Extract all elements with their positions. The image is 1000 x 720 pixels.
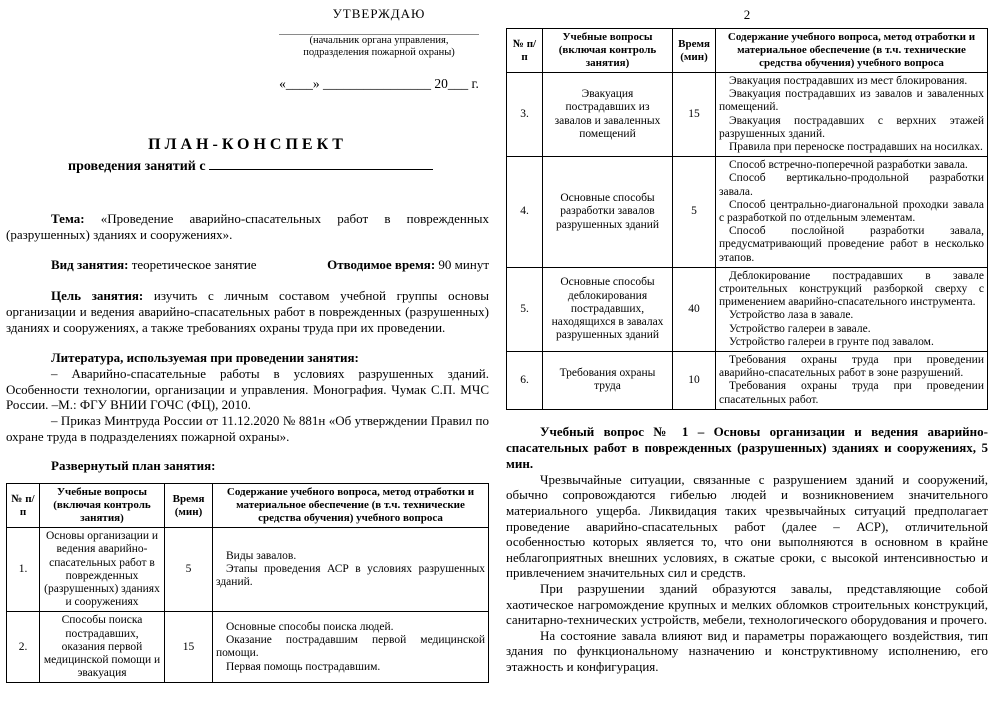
table-header-row xyxy=(507,29,988,73)
content-paragraph: Оказание пострадавшим первой медицинской помощи. xyxy=(216,634,485,660)
content-paragraph: Способ вертикально-продольной разработки завала. xyxy=(719,172,984,198)
allotted-time xyxy=(327,257,489,273)
content-paragraph: Эвакуация пострадавших из завалов и заваленных помещений. xyxy=(719,88,984,114)
content-paragraph: Эвакуация пострадавших с верхних этажей разрушенных зданий. xyxy=(719,114,984,140)
document-subtitle xyxy=(68,156,489,175)
page-2 xyxy=(506,0,988,675)
lesson-type-label: Вид занятия: xyxy=(51,257,129,273)
header-time: Время (мин) xyxy=(165,484,213,528)
plan-heading: Развернутый план занятия: xyxy=(51,458,216,474)
table-row xyxy=(7,528,489,612)
row-content xyxy=(716,352,988,410)
row-content xyxy=(213,612,489,683)
content-paragraph: Первая помощь пострадавшим. xyxy=(226,660,381,673)
header-topic: Учебные вопросы (включая контроль занятия) xyxy=(40,484,165,528)
row-topic: Способы поиска пострадавших, оказания первой медицинской помощи и эвакуация xyxy=(40,612,165,683)
document-subtitle-text: проведения занятий с xyxy=(68,159,206,174)
type-time-row xyxy=(6,257,489,273)
table-row xyxy=(507,157,988,268)
row-content xyxy=(716,267,988,351)
content-paragraph: Устройство галереи в завале. xyxy=(729,322,871,335)
content-paragraph: Требования охраны труда при проведении аварийно-спасательных работ в зоне разрушений. xyxy=(719,354,984,380)
approval-date-line: «____» ________________ 20___ г. xyxy=(279,76,479,91)
content-paragraph: Способ центрально-диагональной проходки завала с разработкой по отдельным элементам. xyxy=(719,198,984,225)
row-num: 3. xyxy=(507,73,543,157)
table-row xyxy=(507,267,988,351)
row-content xyxy=(213,528,489,612)
row-topic: Основные способы деблокирования пострадавших, находящихся в завалах разрушенных зданий xyxy=(543,267,673,351)
theme-text: «Проведение аварийно-спасательных работ в поврежденных (разрушенных) зданиях и сооружениях». xyxy=(6,211,490,242)
theme-paragraph xyxy=(6,211,489,242)
row-time: 15 xyxy=(165,612,213,683)
header-content: Содержание учебного вопроса, метод отработки и материальное обеспечение (в т.ч. технические средства обучения) учебного вопроса xyxy=(716,29,988,73)
approval-subline-2: подразделения пожарной охраны) xyxy=(303,47,455,58)
content-paragraph: Способ встречно-поперечной разработки завала. xyxy=(729,159,968,172)
row-num: 2. xyxy=(7,612,40,683)
page-number: 2 xyxy=(743,7,751,22)
row-topic: Основы организации и ведения аварийно-спасательных работ в поврежденных (разрушенных) зданиях и сооружениях xyxy=(40,528,165,612)
header-time: Время (мин) xyxy=(673,29,716,73)
content-paragraph: Правила при переноске пострадавших на носилках. xyxy=(729,141,983,154)
body-paragraph: Чрезвычайные ситуации, связанные с разрушением зданий и сооружений, обычно сопровождаются гибелью людей и возникновением значительного материального ущерба. Ликвидация таких чрезвычайных ситуаций предполагает проведение аварийно-спасательных работ (далее – АСР), отличительной особенностью которых является то, что они выполняются в основном в крайне неблагоприятных внешних условиях, в сжатые сроки, с высокой интенсивностью и привлечением значительных сил и средств. xyxy=(506,471,988,581)
approval-block xyxy=(279,6,479,92)
row-num: 1. xyxy=(7,528,40,612)
row-num: 4. xyxy=(507,157,543,268)
row-topic: Основные способы разработки завалов разрушенных зданий xyxy=(543,157,673,268)
header-content: Содержание учебного вопроса, метод отработки и материальное обеспечение (в т.ч. технические средства обучения) учебного вопроса xyxy=(213,484,489,528)
document-title: ПЛАН-КОНСПЕКТ xyxy=(148,136,347,153)
literature-heading: Литература, используемая при проведении занятия: xyxy=(51,350,359,366)
row-topic: Эвакуация пострадавших из завалов и заваленных помещений xyxy=(543,73,673,157)
table-header-row xyxy=(7,484,489,528)
header-num: № п/п xyxy=(7,484,40,528)
row-content xyxy=(716,73,988,157)
content-paragraph: Способ послойной разработки завала, предусматривающий проведение работ в несколько этапов. xyxy=(719,225,984,264)
row-time: 5 xyxy=(165,528,213,612)
subtitle-blank-line xyxy=(209,156,433,170)
table-row xyxy=(7,612,489,683)
body-paragraph: На состояние завала влияют вид и параметры поражающего воздействия, тип здания по функциональному назначению и конструктивному исполнению, его этажность и конфигурация. xyxy=(506,627,988,674)
question-1-heading: Учебный вопрос № 1 – Основы организации и ведения аварийно-спасательных работ в поврежденных (разрушенных) зданиях и сооружениях, 5 мин. xyxy=(506,423,988,471)
content-paragraph: Эвакуация пострадавших из мест блокирования. xyxy=(729,75,968,87)
goal-label: Цель занятия: xyxy=(51,288,144,304)
row-num: 5. xyxy=(507,267,543,351)
literature-item: – Приказ Минтруда России от 11.12.2020 № 881н «Об утверждении Правил по охране труда в подразделениях пожарной охраны». xyxy=(6,413,489,444)
content-paragraph: Деблокирование пострадавших в завале строительных конструкций разборкой сверху с применением аварийно-спасательного инструмента. xyxy=(719,269,984,309)
page-1 xyxy=(6,0,489,683)
content-paragraph: Требования охраны труда при проведении спасательных работ. xyxy=(719,380,984,406)
allotted-time-label: Отводимое время: xyxy=(327,257,436,273)
goal-paragraph xyxy=(6,288,489,335)
allotted-time-value: 90 минут xyxy=(438,257,489,273)
table-row xyxy=(507,352,988,410)
approval-subline-1: (начальник органа управления, xyxy=(309,35,449,46)
header-num: № п/п xyxy=(507,29,543,73)
row-time: 5 xyxy=(673,157,716,268)
content-paragraph: Устройство галереи в грунте под завалом. xyxy=(729,335,934,348)
row-time: 40 xyxy=(673,267,716,351)
goal-text: изучить с личным составом учебной группы основы организации и ведения аварийно-спасательных работ в поврежденных (разрушенных) зданиях и сооружениях, а также требованиях охраны труда при их проведении. xyxy=(6,288,490,335)
approval-heading: УТВЕРЖДАЮ xyxy=(332,6,426,21)
lesson-plan-table-page1 xyxy=(6,483,489,683)
content-paragraph: Виды завалов. xyxy=(226,549,297,562)
theme-label: Тема: xyxy=(51,211,85,226)
lesson-type-value: теоретическое занятие xyxy=(131,257,257,273)
body-paragraph: При разрушении зданий образуются завалы, представляющие собой хаотическое нагромождение крупных и мелких обломков строительных конструкций, санитарно-технических устройств, мебели, технологического оборудования и прочего. xyxy=(506,581,988,628)
content-paragraph: Этапы проведения АСР в условиях разрушенных зданий. xyxy=(216,563,485,589)
header-topic: Учебные вопросы (включая контроль занятия) xyxy=(543,29,673,73)
row-num: 6. xyxy=(507,352,543,410)
lesson-type xyxy=(51,257,257,273)
literature-item: – Аварийно-спасательные работы в условиях разрушенных зданий. Особенности технологии, организации и управления. Монография. Чумак С.П. МЧС России. –М.: ФГУ ВНИИ ГОЧС (ФЦ), 2010. xyxy=(6,365,489,413)
row-time: 10 xyxy=(673,352,716,410)
row-topic: Требования охраны труда xyxy=(543,352,673,410)
table-row xyxy=(507,73,988,157)
content-paragraph: Устройство лаза в завале. xyxy=(729,309,854,322)
row-time: 15 xyxy=(673,73,716,157)
row-content xyxy=(716,157,988,268)
lesson-plan-table-page2 xyxy=(506,28,988,410)
content-paragraph: Основные способы поиска людей. xyxy=(226,620,394,633)
